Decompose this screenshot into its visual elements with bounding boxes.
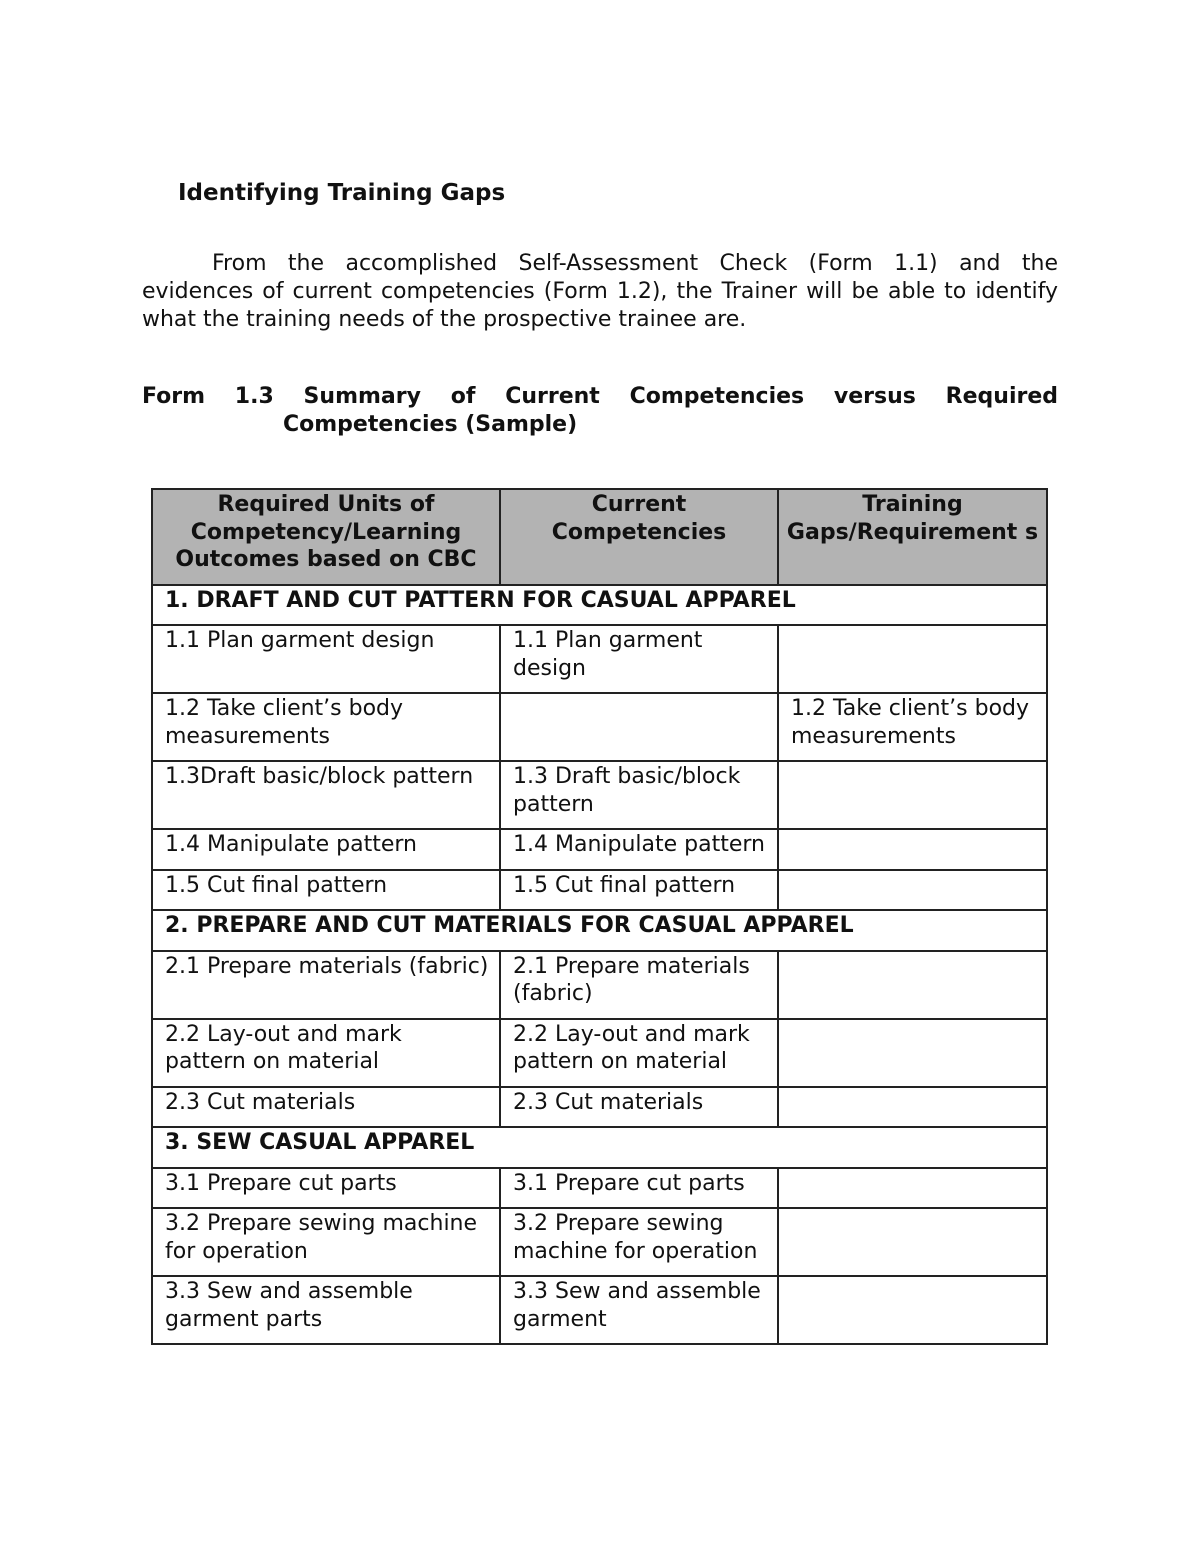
required-cell: 2.1 Prepare materials (fabric) [152, 951, 500, 1019]
gap-cell: 1.2 Take client’s body measurements [778, 693, 1047, 761]
table-row [152, 1276, 1047, 1344]
required-cell: 1.4 Manipulate pattern [152, 829, 500, 870]
required-cell: 2.3 Cut materials [152, 1087, 500, 1128]
table-row [152, 761, 1047, 829]
gap-cell [778, 829, 1047, 870]
current-cell: 3.3 Sew and assemble garment [500, 1276, 778, 1344]
unit-title: 3. SEW CASUAL APPAREL [152, 1127, 1047, 1168]
competency-gaps-table [151, 488, 1048, 1345]
required-cell: 1.1 Plan garment design [152, 625, 500, 693]
gap-cell [778, 951, 1047, 1019]
table-row [152, 1208, 1047, 1276]
current-cell: 2.2 Lay-out and mark pattern on material [500, 1019, 778, 1087]
form-title [142, 383, 1058, 439]
gap-cell [778, 1019, 1047, 1087]
current-cell: 2.1 Prepare materials (fabric) [500, 951, 778, 1019]
table-row [152, 625, 1047, 693]
required-cell: 1.5 Cut final pattern [152, 870, 500, 911]
required-cell: 3.2 Prepare sewing machine for operation [152, 1208, 500, 1276]
current-cell: 3.2 Prepare sewing machine for operation [500, 1208, 778, 1276]
required-cell: 3.3 Sew and assemble garment parts [152, 1276, 500, 1344]
gap-cell [778, 1087, 1047, 1128]
table-row [152, 829, 1047, 870]
unit-title: 2. PREPARE AND CUT MATERIALS FOR CASUAL APPAREL [152, 910, 1047, 951]
current-cell [500, 693, 778, 761]
current-cell: 1.4 Manipulate pattern [500, 829, 778, 870]
gap-cell [778, 870, 1047, 911]
section-heading: Identifying Training Gaps [178, 180, 506, 206]
required-cell: 2.2 Lay-out and mark pattern on material [152, 1019, 500, 1087]
gap-cell [778, 625, 1047, 693]
intro-paragraph: From the accomplished Self-Assessment Check (Form 1.1) and the evidences of current competencies (Form 1.2), the Trainer will be able to identify what the training needs of the prospective trainee are. [142, 251, 1058, 332]
unit-row [152, 1127, 1047, 1168]
table-header-row [152, 489, 1047, 585]
required-cell: 3.1 Prepare cut parts [152, 1168, 500, 1209]
header-current-competencies: Current Competencies [500, 489, 778, 585]
gap-cell [778, 1208, 1047, 1276]
table-row [152, 951, 1047, 1019]
form-title-line-2: Competencies (Sample) [283, 412, 578, 437]
current-cell: 2.3 Cut materials [500, 1087, 778, 1128]
header-training-gaps: Training Gaps/Requirement s [778, 489, 1047, 585]
table-row [152, 1019, 1047, 1087]
header-required-units: Required Units of Competency/Learning Outcomes based on CBC [152, 489, 500, 585]
unit-title: 1. DRAFT AND CUT PATTERN FOR CASUAL APPAREL [152, 585, 1047, 626]
table-row [152, 1087, 1047, 1128]
unit-row [152, 585, 1047, 626]
table-row [152, 693, 1047, 761]
table-row [152, 1168, 1047, 1209]
current-cell: 1.1 Plan garment design [500, 625, 778, 693]
table-row [152, 870, 1047, 911]
current-cell: 3.1 Prepare cut parts [500, 1168, 778, 1209]
gap-cell [778, 1276, 1047, 1344]
current-cell: 1.3 Draft basic/block pattern [500, 761, 778, 829]
unit-row [152, 910, 1047, 951]
gap-cell [778, 761, 1047, 829]
form-title-line-1: Form 1.3 Summary of Current Competencies versus Required [142, 384, 1058, 409]
gap-cell [778, 1168, 1047, 1209]
required-cell: 1.2 Take client’s body measurements [152, 693, 500, 761]
required-cell: 1.3Draft basic/block pattern [152, 761, 500, 829]
current-cell: 1.5 Cut final pattern [500, 870, 778, 911]
